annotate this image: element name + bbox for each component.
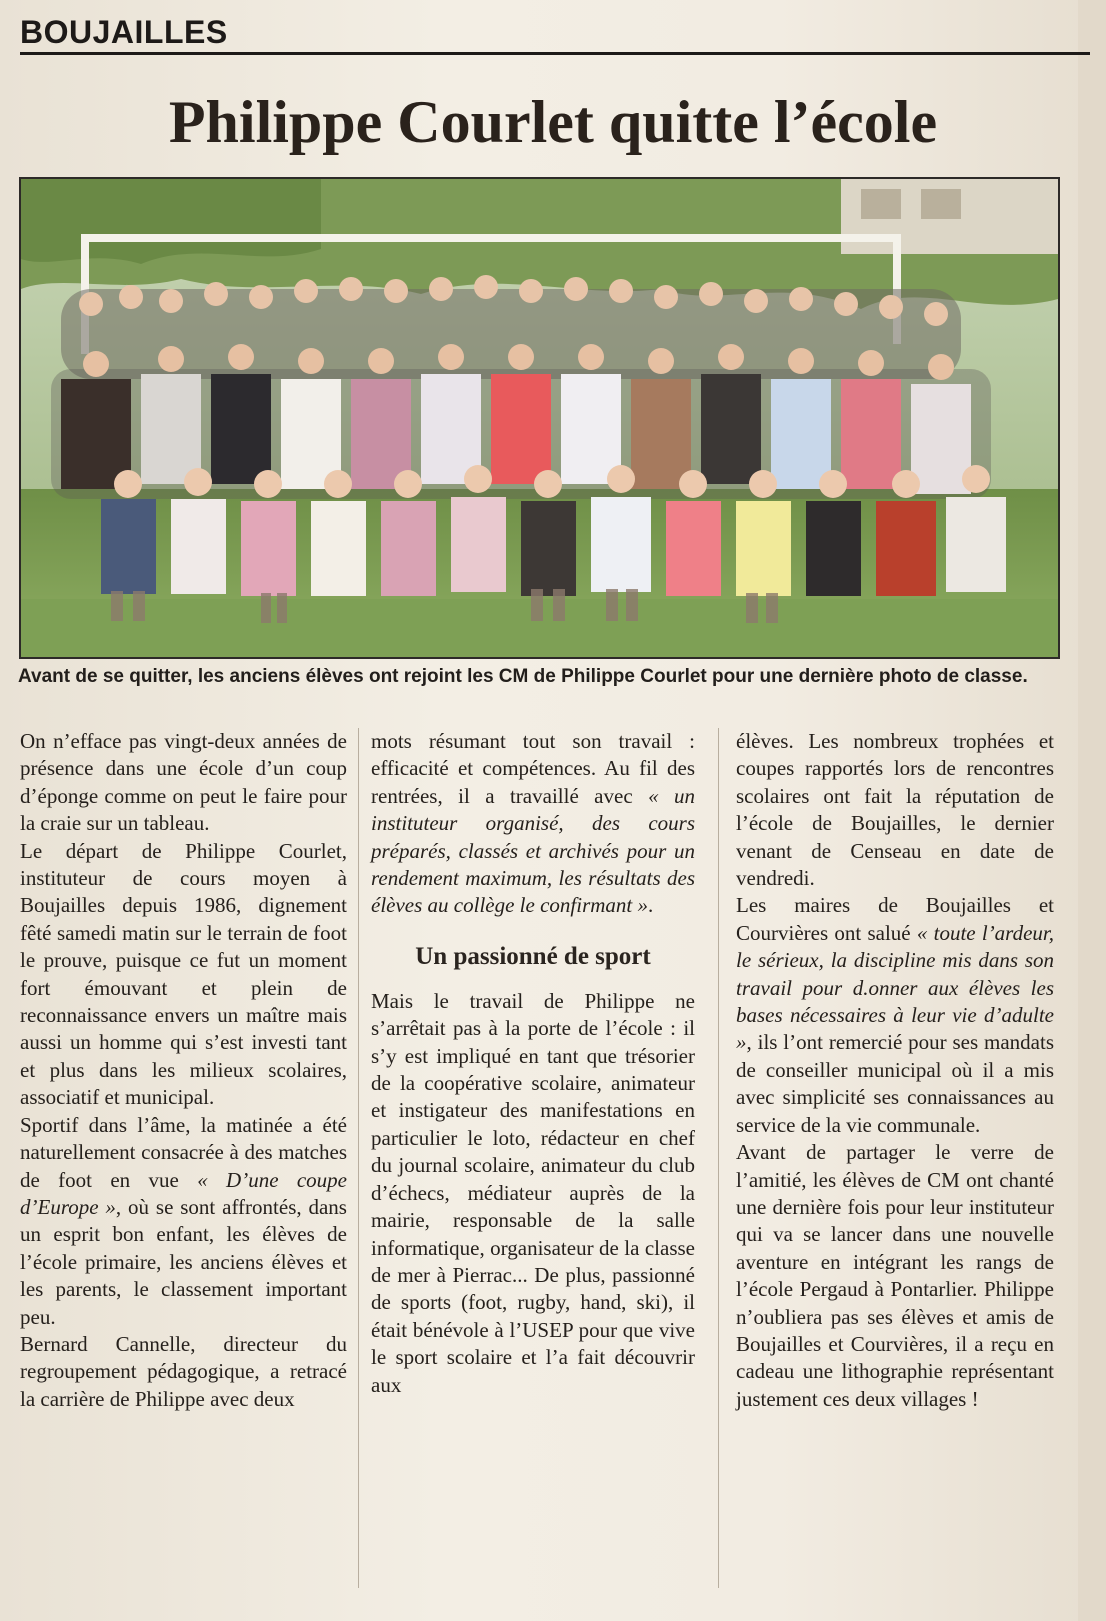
class-photo xyxy=(19,177,1060,659)
subheading: Un passionné de sport xyxy=(415,942,651,970)
photo-caption: Avant de se quitter, les anciens élèves ont rejoint les CM de Philippe Courlet pour une dernière photo de classe. xyxy=(18,666,1028,687)
headline: Philippe Courlet quitte l’école xyxy=(168,89,938,155)
paragraph xyxy=(20,1112,347,1331)
text-run: Les maires de Boujailles et Courvières ont salué xyxy=(736,893,1054,945)
article-column-1 xyxy=(20,728,347,1413)
page-edge xyxy=(1078,0,1106,1621)
quote: « D’une coupe d’Europe » xyxy=(20,1167,348,1219)
paragraph: élèves. Les nombreux trophées et coupes rapportés lors de rencontres scolaires ont fait la réputation de l’école de Boujailles, le dernier venant de Censeau en date de vendredi. xyxy=(736,729,1054,891)
article-column-2 xyxy=(371,728,695,1399)
paragraph: Le départ de Philippe Courlet, instituteur de cours moyen à Boujailles depuis 1986, dignement fêté samedi matin sur le terrain de foot le prouve, puisque ce fut un moment fort émouvant et plein de reconnaissance envers un maître mais aussi un homme qui s’est investi tant et plus dans les milieux scolaires, associatif et municipal. xyxy=(20,838,347,1110)
paragraph xyxy=(371,728,695,920)
section-rule xyxy=(20,52,1090,55)
text-run: , ils l’ont remercié pour ses mandats de conseiller municipal où il a mis avec simplicité ses connaissances au service de la vie communale. xyxy=(736,1030,1054,1137)
crowd-back-row xyxy=(61,289,961,379)
text-run: , où se sont affrontés, dans un esprit bon enfant, les élèves de l’école primaire, les anciens élèves et les parents, le classement important peu. xyxy=(20,1194,347,1329)
quote: « un instituteur organisé, des cours préparés, classés et archivés pour un rendement maximum, les résultats des élèves au collège le confirmant » xyxy=(371,783,696,918)
section-label: BOUJAILLES xyxy=(20,14,228,50)
quote: « toute l’ardeur, le sérieux, la discipline mis dans son travail pour d.onner aux élèves les bases nécessaires à leur vie d’adulte » xyxy=(736,920,1054,1055)
paragraph xyxy=(736,892,1054,1139)
paragraph: Avant de partager le verre de l’amitié, les élèves de CM ont chanté une dernière fois pour leur instituteur qui va se lancer dans une nouvelle aventure en intégrant les rangs de l’école Pergaud à Pontarlier. Philippe n’oubliera pas ses élèves et amis de Boujailles et Courvières, il a reçu en cadeau une lithographie représentant justement ces deux villages ! xyxy=(736,1140,1054,1411)
column-divider xyxy=(358,728,359,1588)
paragraph: Bernard Cannelle, directeur du regroupement pédagogique, a retracé la carrière de Philippe avec deux xyxy=(20,1331,347,1411)
article-column-3 xyxy=(736,728,1054,1413)
paragraph: Mais le travail de Philippe ne s’arrêtait pas à la porte de l’école : il s’y est impliqué en tant que trésorier de la coopérative scolaire, animateur et instigateur des manifestations en particulier le loto, rédacteur en chef du journal scolaire, animateur du club d’échecs, médiateur auprès de la mairie, responsable de la salle informatique, organisateur de la classe de mer à Pierrac... De plus, passionné de sports (foot, rugby, hand, ski), il était bénévole à l’USEP pour que vive le sport scolaire et l’a fait découvrir aux xyxy=(371,988,695,1397)
text-run: mots résumant tout son travail : efficacité et compétences. Au fil des rentrées, il a travaillé avec xyxy=(371,729,695,808)
column-divider xyxy=(718,728,719,1588)
text-run: . xyxy=(648,893,654,918)
paragraph: On n’efface pas vingt-deux années de présence dans une école d’un coup d’éponge comme on peut le faire pour la craie sur un tableau. xyxy=(20,729,347,836)
class-photo-illustration xyxy=(21,179,1058,657)
text-run: Sportif dans l’âme, la matinée a été naturellement consacrée à des matches de foot en vue xyxy=(20,1112,347,1192)
